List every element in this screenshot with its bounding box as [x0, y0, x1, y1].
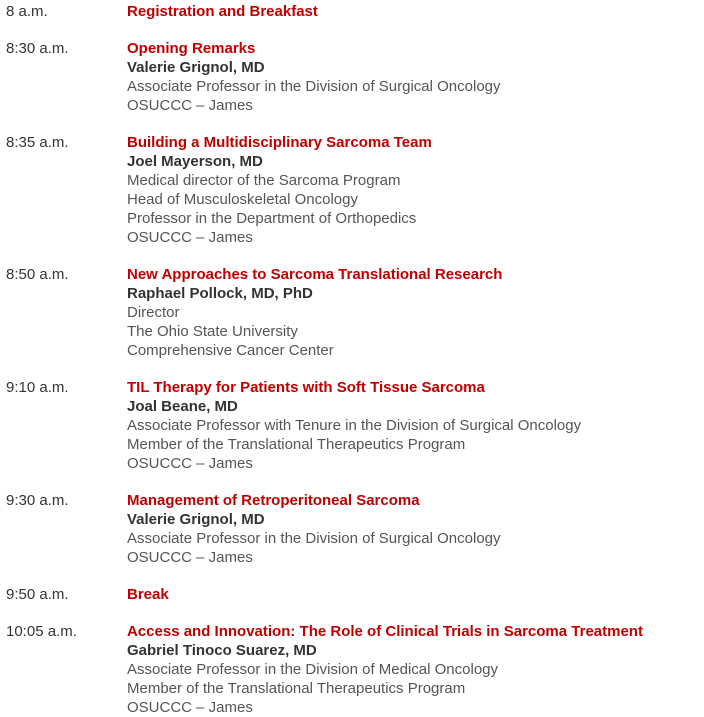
agenda-session [0, 491, 704, 567]
session-content [127, 265, 704, 360]
session-content [127, 39, 704, 115]
session-time: 9:30 a.m. [6, 492, 69, 509]
session-content [127, 133, 704, 247]
speaker-affiliation: OSUCCC – James [127, 97, 253, 114]
speaker-affiliation: OSUCCC – James [127, 549, 253, 566]
agenda-session [0, 622, 704, 717]
session-time: 8:50 a.m. [6, 266, 69, 283]
speaker-affiliation: Member of the Translational Therapeutics Program [127, 436, 466, 453]
speaker-affiliation: Member of the Translational Therapeutics Program [127, 680, 466, 697]
speaker-affiliation: OSUCCC – James [127, 455, 253, 472]
speaker-affiliation: OSUCCC – James [127, 229, 253, 246]
speaker-name: Gabriel Tinoco Suarez, MD [127, 642, 317, 659]
speaker-affiliation: Professor in the Department of Orthopedics [127, 210, 417, 227]
speaker-affiliation: Associate Professor in the Division of Surgical Oncology [127, 78, 501, 95]
agenda-session [0, 378, 704, 473]
speaker-affiliation: Head of Musculoskeletal Oncology [127, 191, 358, 208]
speaker-name: Joel Mayerson, MD [127, 153, 263, 170]
session-title: New Approaches to Sarcoma Translational Research [127, 266, 503, 283]
agenda-session [0, 265, 704, 360]
speaker-affiliation: Director [127, 304, 180, 321]
speaker-affiliation: Medical director of the Sarcoma Program [127, 172, 401, 189]
agenda-session [0, 133, 704, 247]
session-content [127, 2, 704, 21]
session-title: Building a Multidisciplinary Sarcoma Team [127, 134, 432, 151]
session-time: 9:50 a.m. [6, 586, 69, 603]
speaker-name: Valerie Grignol, MD [127, 59, 265, 76]
agenda-session [0, 585, 704, 604]
session-content [127, 622, 704, 717]
session-title: Opening Remarks [127, 40, 256, 57]
session-time: 10:05 a.m. [6, 623, 77, 640]
speaker-name: Valerie Grignol, MD [127, 511, 265, 528]
speaker-affiliation: The Ohio State University [127, 323, 298, 340]
session-title: TIL Therapy for Patients with Soft Tissue Sarcoma [127, 379, 485, 396]
session-content [127, 378, 704, 473]
speaker-affiliation: Comprehensive Cancer Center [127, 342, 334, 359]
session-title: Registration and Breakfast [127, 3, 318, 20]
session-title: Access and Innovation: The Role of Clinical Trials in Sarcoma Treatment [127, 623, 643, 640]
speaker-affiliation: Associate Professor in the Division of Surgical Oncology [127, 530, 501, 547]
session-content [127, 491, 704, 567]
session-time: 8:30 a.m. [6, 40, 69, 57]
session-title: Management of Retroperitoneal Sarcoma [127, 492, 420, 509]
agenda-session [0, 2, 704, 21]
session-time: 8:35 a.m. [6, 134, 69, 151]
speaker-affiliation: Associate Professor with Tenure in the Division of Surgical Oncology [127, 417, 582, 434]
session-time: 9:10 a.m. [6, 379, 69, 396]
speaker-name: Raphael Pollock, MD, PhD [127, 285, 313, 302]
session-title: Break [127, 586, 169, 603]
agenda-session [0, 39, 704, 115]
session-content [127, 585, 704, 604]
speaker-affiliation: OSUCCC – James [127, 699, 253, 716]
speaker-affiliation: Associate Professor in the Division of Medical Oncology [127, 661, 499, 678]
session-time: 8 a.m. [6, 3, 48, 20]
speaker-name: Joal Beane, MD [127, 398, 238, 415]
